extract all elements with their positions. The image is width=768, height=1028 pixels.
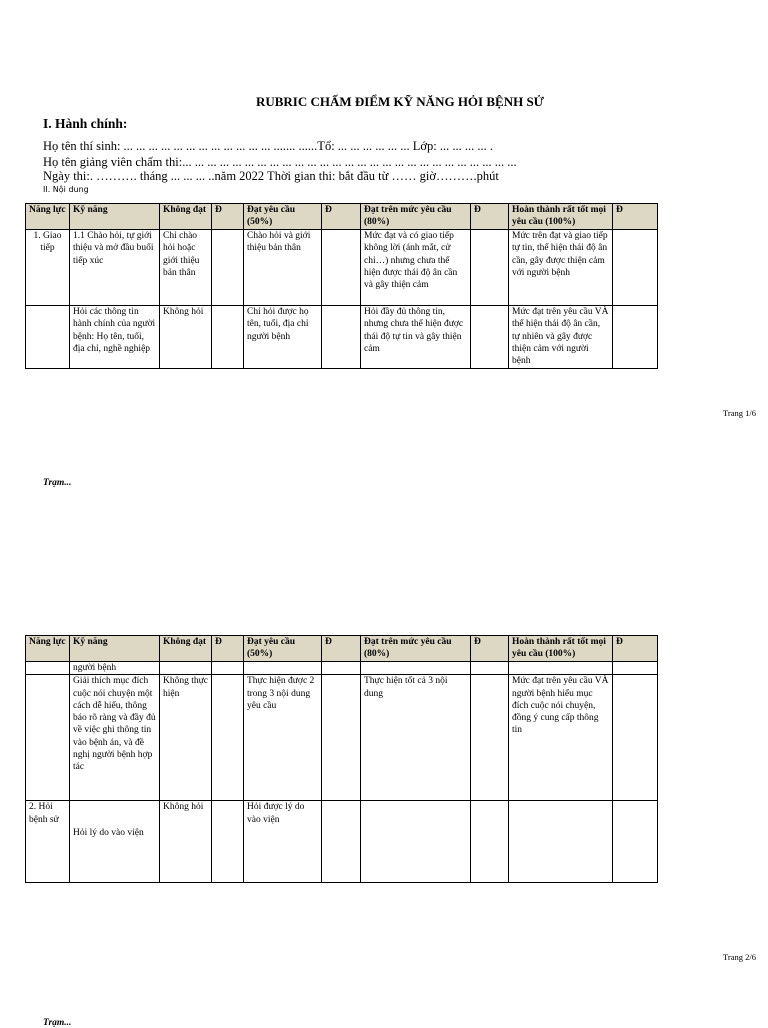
score-cell[interactable]	[471, 801, 509, 883]
section-content-heading: II. Nội dung	[43, 185, 89, 194]
page-number: Trang 1/6	[723, 408, 756, 418]
table-header-row	[26, 636, 658, 662]
header-cell: Đ	[613, 636, 658, 662]
header-cell: Đạt yêu cầu (50%)	[244, 636, 322, 662]
exam-date-line: Ngày thi:. ………. tháng ... ... ... ..năm 2022 Thời gian thi: bắt đầu từ …… giờ……….phút	[43, 169, 499, 183]
table-cell	[160, 662, 212, 675]
table-cell: Thực hiện được 2 trong 3 nội dung yêu cầu	[244, 675, 322, 801]
score-cell[interactable]	[613, 230, 658, 306]
header-cell: Đạt trên mức yêu cầu (80%)	[361, 204, 471, 230]
document-title: RUBRIC CHẤM ĐIỂM KỸ NĂNG HỎI BỆNH SỬ	[255, 94, 545, 109]
table-cell: Không hỏi	[160, 306, 212, 369]
table-cell	[26, 306, 70, 369]
table-cell	[509, 801, 613, 883]
rubric-table-page2	[25, 635, 658, 883]
score-cell[interactable]	[212, 675, 244, 801]
table-cell	[509, 662, 613, 675]
header-cell: Hoàn thành rất tốt mọi yêu cầu (100%)	[509, 636, 613, 662]
table-cell: 1. Giao tiếp	[26, 230, 70, 306]
header-cell: Năng lực	[26, 636, 70, 662]
header-cell: Đạt yêu cầu (50%)	[244, 204, 322, 230]
table-header-row	[26, 204, 658, 230]
header-cell: Không đạt	[160, 636, 212, 662]
table-cell	[26, 675, 70, 801]
table-cell: Giải thích mục đích cuộc nói chuyện một cách dễ hiểu, thông báo rõ ràng và đầy đủ về việc ghi thông tin vào bệnh án, và đề nghị người bệnh hợp tác	[70, 675, 160, 801]
table-row	[26, 675, 658, 801]
station-label: Trạm...	[43, 478, 72, 488]
table-cell	[26, 662, 70, 675]
table-row	[26, 662, 658, 675]
score-cell[interactable]	[212, 801, 244, 883]
score-cell[interactable]	[212, 230, 244, 306]
score-cell[interactable]	[471, 230, 509, 306]
score-cell[interactable]	[322, 230, 361, 306]
table-cell: 2. Hỏi bệnh sử	[26, 801, 70, 883]
header-cell: Đ	[471, 204, 509, 230]
header-cell: Năng lực	[26, 204, 70, 230]
table-cell: Chỉ hỏi được họ tên, tuổi, địa chỉ người bệnh	[244, 306, 322, 369]
table-cell: Mức đạt và có giao tiếp không lời (ánh mắt, cử chỉ…) nhưng chưa thể hiện được thái độ ân cần và gây thiện cảm	[361, 230, 471, 306]
table-cell: người bệnh	[70, 662, 160, 675]
header-cell: Đ	[212, 636, 244, 662]
table-cell: Thực hiện tốt cả 3 nội dung	[361, 675, 471, 801]
table-cell: Hỏi các thông tin hành chính của người bệnh: Họ tên, tuổi, địa chỉ, nghề nghiệp	[70, 306, 160, 369]
station-label: Trạm...	[43, 1018, 72, 1028]
score-cell[interactable]	[613, 662, 658, 675]
header-cell: Hoàn thành rất tốt mọi yêu cầu (100%)	[509, 204, 613, 230]
table-cell: Không thực hiện	[160, 675, 212, 801]
score-cell[interactable]	[322, 306, 361, 369]
score-cell[interactable]	[322, 801, 361, 883]
table-cell	[361, 662, 471, 675]
section-administrative-heading: I. Hành chính:	[43, 116, 128, 131]
score-cell[interactable]	[212, 306, 244, 369]
score-cell[interactable]	[613, 801, 658, 883]
header-cell: Kỹ năng	[70, 204, 160, 230]
score-cell[interactable]	[471, 675, 509, 801]
table-cell: Mức trên đạt và giao tiếp tự tin, thể hiện thái độ ân cần, gây được thiện cảm với người bệnh	[509, 230, 613, 306]
page-number: Trang 2/6	[723, 952, 756, 962]
score-cell[interactable]	[322, 675, 361, 801]
header-cell: Đ	[322, 204, 361, 230]
rubric-table-page1	[25, 203, 658, 369]
header-cell: Kỹ năng	[70, 636, 160, 662]
header-cell: Đ	[212, 204, 244, 230]
header-cell: Đ	[322, 636, 361, 662]
student-name-line: Họ tên thí sinh: ... ... ... ... ... ... ... ... ... ... ... ... ....... ......Tổ: ... ... ... ... ... ... Lớp: ... ... ... ... .	[43, 139, 494, 153]
table-row	[26, 801, 658, 883]
table-row	[26, 306, 658, 369]
score-cell[interactable]	[212, 662, 244, 675]
score-cell[interactable]	[613, 675, 658, 801]
score-cell[interactable]	[322, 662, 361, 675]
header-cell: Đ	[613, 204, 658, 230]
table-cell: Hỏi lý do vào viện	[70, 801, 160, 883]
header-cell: Không đạt	[160, 204, 212, 230]
header-cell: Đ	[471, 636, 509, 662]
table-cell	[361, 801, 471, 883]
table-cell: Mức đạt trên yêu cầu VÀ người bệnh hiểu mục đích cuộc nói chuyện, đồng ý cung cấp thông tin	[509, 675, 613, 801]
table-cell: Chào hỏi và giới thiệu bản thân	[244, 230, 322, 306]
table-cell: 1.1 Chào hỏi, tự giới thiệu và mở đầu buổi tiếp xúc	[70, 230, 160, 306]
score-cell[interactable]	[471, 306, 509, 369]
table-row	[26, 230, 658, 306]
table-cell: Chỉ chào hỏi hoặc giới thiệu bản thân	[160, 230, 212, 306]
table-cell: Hỏi đầy đủ thông tin, nhưng chưa thể hiện được thái độ tự tin và gây thiện cảm	[361, 306, 471, 369]
table-cell: Hỏi được lý do vào viện	[244, 801, 322, 883]
table-cell: Không hỏi	[160, 801, 212, 883]
table-cell: Mức đạt trên yêu cầu VÀ thể hiện thái độ ân cần, tự nhiên và gây được thiện cảm với người bệnh	[509, 306, 613, 369]
header-cell: Đạt trên mức yêu cầu (80%)	[361, 636, 471, 662]
score-cell[interactable]	[613, 306, 658, 369]
examiner-name-line: Họ tên giảng viên chấm thi:... ... ... ... ... ... ... ... ... ... ... ... ... ... ... ... ... ... ... ... ... ... ... ... ... ... ...	[43, 155, 517, 169]
table-cell	[244, 662, 322, 675]
score-cell[interactable]	[471, 662, 509, 675]
